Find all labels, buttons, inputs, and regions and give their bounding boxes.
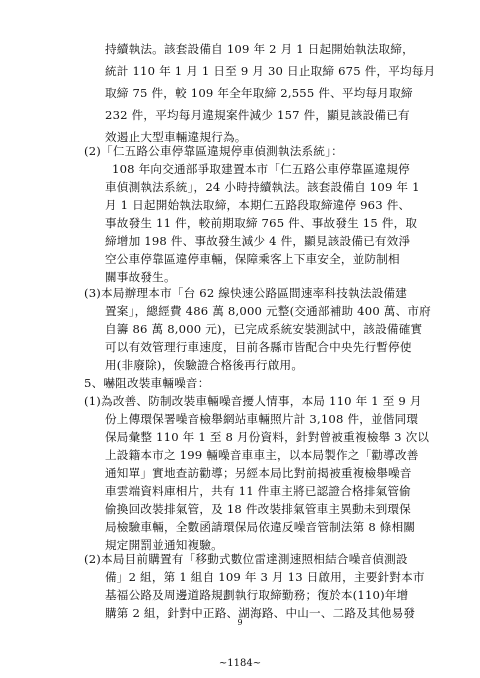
text-line: 可以有效管理行車速度，目前各縣市皆配合中央先行暫停使 (105, 340, 412, 354)
text-line: 取締 75 件，較 109 年全年取締 2,555 件、平均每月取締 (105, 86, 413, 100)
text-line: 車偵測執法系統」，24 小時持續執法。該套設備自 109 年 1 (105, 180, 420, 194)
page-number: 9 (237, 618, 243, 627)
section-heading: 5、嚇阻改裝車輛噪音： (84, 376, 210, 390)
text-line: 上設籍本市之 199 輛噪音車車主，以本局製作之「勸導改善 (105, 448, 419, 462)
section-heading: (3)本局辦理本市「台 62 線快速公路區間速率科技執法設備建 (84, 286, 407, 300)
text-line: 232 件，平均每月違規案件減少 157 件，顯見該設備已有 (105, 108, 410, 122)
text-line: 備」2 組，第 1 組自 109 年 3 月 13 日啟用，主要針對本市 (105, 570, 425, 584)
text-line: 持續執法。該套設備自 109 年 2 月 1 日起開始執法取締， (105, 42, 414, 56)
text-line: 108 年向交通部爭取建置本市「仁五路公車停靠區違規停 (112, 162, 410, 176)
text-line: 車雲端資料庫相片，共有 11 件車主將已認證合格排氣管偷 (105, 484, 411, 498)
page-footer: ~1184~ (218, 658, 262, 669)
text-line: 空公車停靠區違停車輛，保障乘客上下車安全，並防制相 (105, 252, 400, 266)
text-line: 效遏止大型車輛違規行為。 (105, 130, 247, 144)
section-heading: (1)為改善、防制改裝車輛噪音擾人情事，本局 110 年 1 至 9 月 (84, 394, 422, 408)
text-line: 事故發生 11 件，較前期取締 765 件、事故發生 15 件，取 (105, 216, 418, 230)
text-line: 基福公路及周邊道路規劃執行取締勤務；復於本(110)年增 (105, 588, 409, 602)
text-line: 購第 2 組，針對中正路、湖海路、中山一、二路及其他易發 (105, 606, 416, 620)
text-line: 自籌 86 萬 8,000 元)，已完成系統安裝測試中，該設備確實 (105, 322, 423, 336)
text-line: 置案」，總經費 486 萬 8,000 元整(交通部補助 400 萬、市府 (105, 304, 431, 318)
text-line: 局檢驗車輛，全數函請環保局依違反噪音管制法第 8 條相關 (105, 520, 416, 534)
text-line: 通知單」實地查訪勸導；另經本局比對前揭被重複檢舉噪音 (105, 466, 412, 480)
text-line: 偷換回改裝排氣管，及 18 件改裝排氣管車主異動未到環保 (105, 502, 411, 516)
text-line: 締增加 198 件、事故發生減少 4 件，顯見該設備已有效淨 (105, 234, 411, 248)
text-line: 保局彙整 110 年 1 至 8 月份資料，針對曾被重複檢舉 3 次以 (105, 430, 430, 444)
text-line: 份上傳環保署噪音檢舉網站車輛照片計 3,108 件，並偕同環 (105, 412, 419, 426)
section-heading: (2)本局目前購置有「移動式數位雷達測速照相結合噪音偵測設 (84, 552, 408, 566)
text-line: 月 1 日起開始執法取締，本期仁五路段取締違停 963 件、 (105, 198, 411, 212)
section-heading: (2)「仁五路公車停靠區違規停車偵測執法系統」： (84, 144, 343, 158)
text-line: 關事故發生。 (105, 270, 176, 284)
text-line: 統計 110 年 1 月 1 日至 9 月 30 日止取締 675 件，平均每月 (105, 64, 436, 78)
text-line: 規定開罰並通知複驗。 (105, 538, 223, 552)
text-line: 用(非廢除)，俟驗證合格後再行啟用。 (105, 358, 304, 372)
